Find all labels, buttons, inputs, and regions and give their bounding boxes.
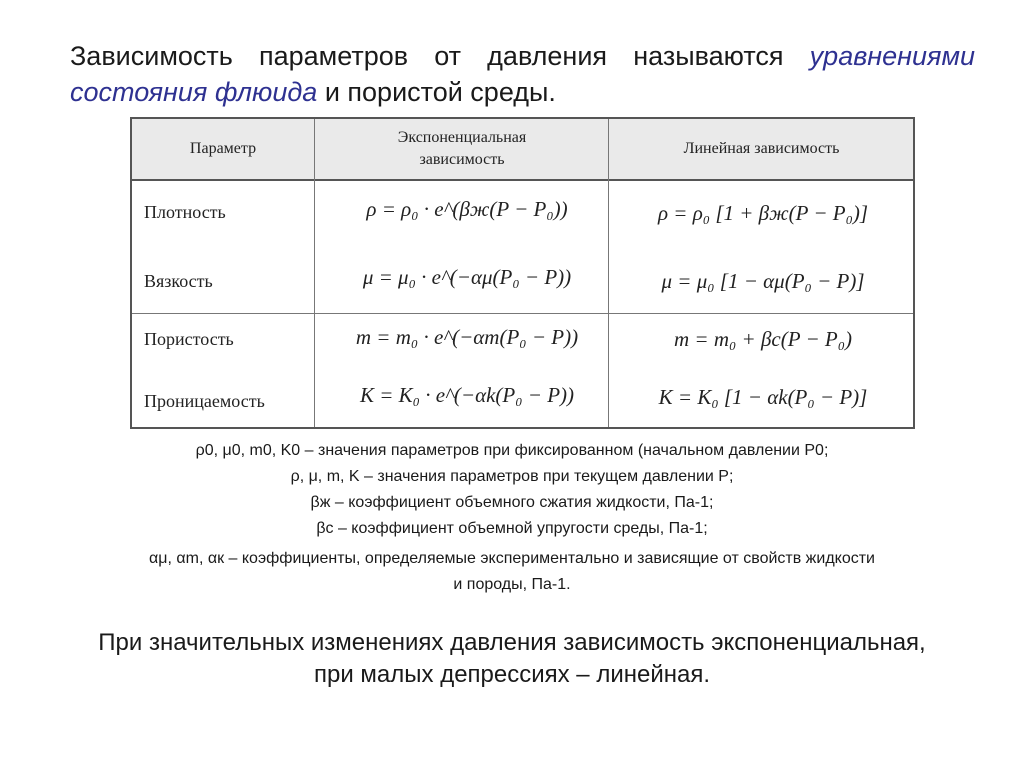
row-name-viscosity: Вязкость	[144, 271, 213, 291]
formula-permeability-exp: K = K₀ · e^(−αk(P₀ − P))	[359, 383, 575, 407]
formula-density-exp: ρ = ρ₀ · e^(βж(P − P₀))	[366, 197, 568, 221]
slide-heading	[70, 38, 975, 110]
note-line: ρ, μ, m, K – значения параметров при текущем давлении P;	[290, 468, 734, 485]
parameters-table	[130, 117, 915, 429]
row-name-permeability: Проницаемость	[144, 391, 265, 411]
note-line: βж – коэффициент объемного сжатия жидкости, Па-1;	[310, 494, 714, 511]
row-divider	[132, 313, 913, 314]
formula-permeability-lin: K = K₀ [1 − αk(P₀ − P)]	[658, 385, 868, 409]
formula-porosity-exp: m = m₀ · e^(−αm(P₀ − P))	[355, 325, 579, 349]
header-linear: Линейная зависимость	[683, 140, 840, 157]
note-line: αμ, αm, αк – коэффициенты, определяемые экспериментально и зависящие от свойств жидкости	[149, 550, 875, 567]
column-divider	[314, 119, 315, 427]
formula-density-lin: ρ = ρ₀ [1 + βж(P − P₀)]	[657, 201, 869, 225]
formula-porosity-lin: m = m₀ + βc(P − P₀)	[674, 327, 852, 351]
heading-text: Зависимость параметров от давления называются	[70, 41, 784, 71]
heading-text-end: и пористой среды.	[324, 77, 556, 107]
header-parameter: Параметр	[189, 140, 257, 157]
note-line: βс – коэффициент объемной упругости среды, Па-1;	[316, 520, 708, 537]
heading-accent: уравнениями состояния флюида	[70, 41, 975, 107]
header-exponential: Экспоненциальная зависимость	[397, 129, 527, 168]
note-line: и породы, Па-1.	[453, 576, 571, 593]
formula-viscosity-lin: μ = μ₀ [1 − αμ(P₀ − P)]	[661, 269, 865, 293]
notes-block	[40, 438, 984, 598]
formula-viscosity-exp: μ = μ₀ · e^(−αμ(P₀ − P))	[362, 265, 572, 289]
note-line: ρ0, μ0, m0, K0 – значения параметров при фиксированном (начальном давлении P0;	[195, 442, 829, 459]
summary-text: При значительных изменениях давления зависимость экспоненциальная, при малых депрессиях – линейная.	[98, 629, 926, 688]
row-name-porosity: Пористость	[144, 329, 234, 349]
row-name-density: Плотность	[144, 202, 226, 222]
